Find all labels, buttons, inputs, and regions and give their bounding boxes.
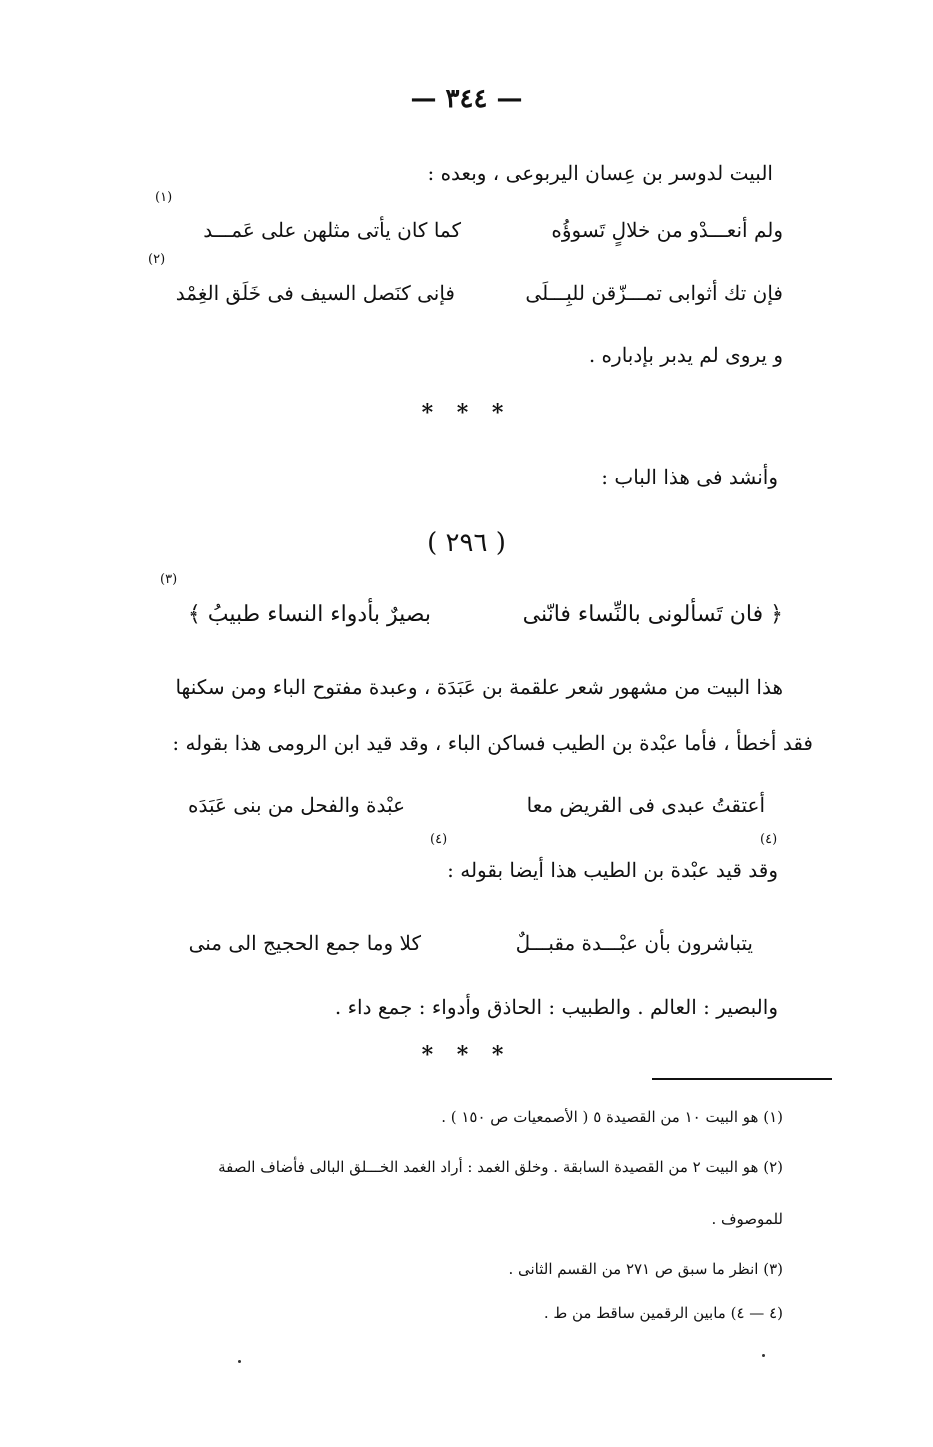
verse4-right-hemistich: يتباشرون بأن عبْـــدة مقبـــلٌ: [515, 931, 753, 955]
speck-mark: [762, 1354, 765, 1357]
footnote-ref-2: (٢): [148, 252, 166, 267]
section-divider-stars: * * *: [421, 400, 512, 426]
footnote-4: (٤ — ٤) مابين الرقمين ساقط من ط .: [543, 1304, 783, 1322]
footnote-2-continuation: للموصوف .: [711, 1210, 783, 1228]
main-verse-left-hemistich: بصيرٌ بأدواء النساء طبيبُ ﴾: [187, 602, 431, 627]
footnote-1: (١) هو البيت ١٠ من القصيدة ٥ ( الأصمعيات ص ١٥٠ ) .: [441, 1108, 783, 1126]
footnote-ref-4b: (٤): [760, 832, 778, 847]
paragraph-line-2: فقد أخطأ ، فأما عبْدة بن الطيب فساكن الباء ، وقد قيد ابن الرومى هذا بقوله :: [172, 731, 813, 755]
verse4-left-hemistich: كلا وما جمع الحجيج الى منى: [188, 931, 421, 955]
intro2-line: وأنشد فى هذا الباب :: [601, 465, 778, 489]
verse2-right-hemistich: فإن تك أثوابى تمـــزّقن للبِـــلَى: [525, 281, 783, 305]
section-number: ( ٢٩٦ ): [427, 528, 506, 558]
verse3-left-hemistich: عبْدة والفحل من بنى عَبَدَه: [187, 793, 405, 817]
narration-line: و يروى لم يدبر بإدباره .: [588, 343, 783, 367]
footnote-2: (٢) هو البيت ٢ من القصيدة السابقة . وخلق الغمد : أراد الغمد الخـــلق البالى فأضاف الصفة: [218, 1158, 783, 1176]
paragraph-line-3: وقد قيد عبْدة بن الطيب هذا أيضا بقوله :: [447, 858, 778, 882]
intro-line: البيت لدوسر بن عِسان اليربوعى ، وبعده :: [427, 161, 773, 185]
footnote-rule: [652, 1078, 832, 1080]
verse2-left-hemistich: فإنى كنَصل السيف فى خَلَق الغِمْد: [175, 281, 455, 305]
verse1-right-hemistich: ولم أنعـــدْو من خلالٍ تَسوؤُه: [551, 218, 783, 242]
main-verse-right-hemistich: ﴿ فان تَسألونى بالنِّساء فانّنى: [522, 602, 783, 627]
gloss-line: والبصير : العالم . والطبيب : الحاذق وأدواء : جمع داء .: [334, 995, 778, 1019]
footnote-ref-3: (٣): [160, 572, 178, 587]
page-number: — ٣٤٤ —: [410, 84, 523, 114]
speck-mark: [238, 1360, 241, 1363]
footnote-ref-1: (١): [155, 190, 173, 205]
footnote-3: (٣) انظر ما سبق ص ٢٧١ من القسم الثانى .: [508, 1260, 783, 1278]
footnote-ref-4a: (٤): [430, 832, 448, 847]
section-divider-stars-2: * * *: [421, 1042, 512, 1068]
paragraph-line-1: هذا البيت من مشهور شعر علقمة بن عَبَدَة ، وعبدة مفتوح الباء ومن سكنها: [175, 675, 783, 699]
verse3-right-hemistich: أعتقتُ عبدى فى القريض معا: [526, 793, 765, 817]
verse1-left-hemistich: كما كان يأتى مثلهن على عَمـــد: [203, 218, 461, 242]
